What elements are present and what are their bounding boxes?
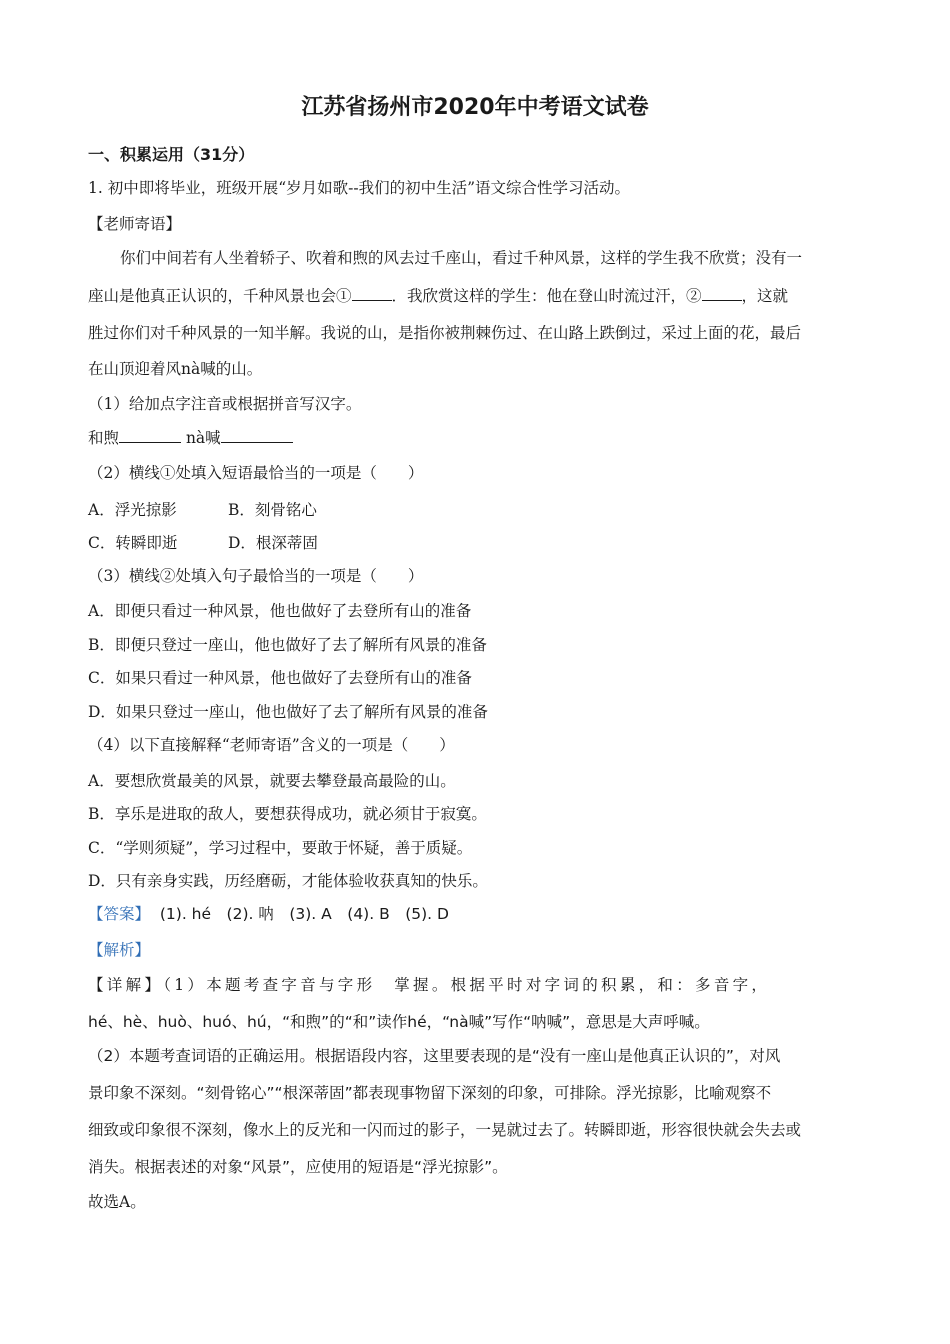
option-3a: A．即便只看过一种风景，他也做好了去登所有山的准备 (88, 602, 472, 620)
sub-question-2: （2）横线①处填入短语最恰当的一项是（ ） (88, 464, 424, 482)
passage-line-1: 你们中间若有人坐着轿子、吹着和煦的风去过千座山，看过千种风景，这样的学生我不欣赏；没有一 (120, 249, 803, 267)
option-4c: C．“学则须疑”，学习过程中，要敢于怀疑，善于质疑。 (88, 839, 473, 857)
teacher-message-tag: 【老师寄语】 (88, 215, 182, 233)
sub-question-1-items (88, 428, 293, 448)
detail-line-4: 景印象不深刻。“刻骨铭心”“根深蒂固”都表现事物留下深刻的印象，可排除。浮光掠影，比喻观察不 (88, 1084, 772, 1102)
detail-line-2: hé、hè、huò、huó、hú，“和煦”的“和”读作hé，“nà喊”写作“呐喊”，意思是大声呼喊。 (88, 1013, 710, 1031)
passage-line-2-part-a: 座山是他真正认识的，千种风景也会① (88, 287, 352, 305)
sub-question-3: （3）横线②处填入句子最恰当的一项是（ ） (88, 567, 424, 585)
option-3d: D．如果只登过一座山，他也做好了去了解所有风景的准备 (88, 703, 488, 721)
item-nahan: nà喊 (185, 429, 221, 447)
passage-line-2-part-c: ，这就 (741, 287, 789, 305)
option-2d: D．根深蒂固 (228, 534, 318, 552)
passage-line-2 (88, 286, 788, 306)
sub-question-1: （1）给加点字注音或根据拼音写汉字。 (88, 395, 362, 413)
detail-line-3: （2）本题考查词语的正确运用。根据语段内容，这里要表现的是“没有一座山是他真正认识的”，对风 (88, 1047, 781, 1065)
option-3b: B．即便只登过一座山，他也做好了去了解所有风景的准备 (88, 636, 487, 654)
passage-line-4: 在山顶迎着风nà喊的山。 (88, 360, 263, 378)
option-4a: A．要想欣赏最美的风景，就要去攀登最高最险的山。 (88, 772, 456, 790)
option-2c: C．转瞬即逝 (88, 534, 178, 552)
sub-question-2-options-row-1 (88, 500, 488, 520)
passage-line-2-part-b: ．我欣赏这样的学生：他在登山时流过汗，② (391, 287, 702, 305)
answer-line (88, 904, 449, 924)
blank-2 (702, 286, 742, 301)
passage-line-3: 胜过你们对千种风景的一知半解。我说的山，是指你被荆棘伤过、在山路上跌倒过，采过上面的花，最后 (88, 324, 802, 342)
item-hexu: 和煦 (88, 429, 120, 447)
option-2a: A．浮光掠影 (88, 501, 177, 519)
detail-line-5: 细致或印象很不深刻，像水上的反光和一闪而过的影子，一晃就过去了。转瞬即逝，形容很快就会失去或 (88, 1121, 802, 1139)
detail-line-7: 故选A。 (88, 1193, 146, 1211)
detail-line-6: 消失。根据表述的对象“风景”，应使用的短语是“浮光掠影”。 (88, 1158, 508, 1176)
blank-nahan (221, 428, 293, 443)
option-3c: C．如果只看过一种风景，他也做好了去登所有山的准备 (88, 669, 472, 687)
option-4b: B．享乐是进取的敌人，要想获得成功，就必须甘于寂寞。 (88, 805, 487, 823)
section-heading: 一、积累运用（31分） (88, 145, 255, 164)
option-4d: D．只有亲身实践，历经磨砺，才能体验收获真知的快乐。 (88, 872, 488, 890)
blank-1 (352, 286, 392, 301)
page-title: 江苏省扬州市2020年中考语文试卷 (301, 95, 649, 120)
blank-hexu (119, 428, 181, 443)
analysis-tag: 【解析】 (88, 941, 151, 959)
question-1-stem: 1. 初中即将毕业，班级开展“岁月如歌--我们的初中生活”语文综合性学习活动。 (88, 179, 631, 197)
detail-line-1: 【详解】（1）本题考查字音与字形 掌握。根据平时对字词的积累，和：多音字， (88, 976, 771, 994)
answer-tag: 【答案】 (88, 905, 151, 923)
answer-text: (1). hé (2). 呐 (3). A (4). B (5). D (159, 905, 449, 923)
sub-question-2-options-row-2 (88, 533, 488, 553)
option-2b: B．刻骨铭心 (228, 501, 317, 519)
sub-question-4: （4）以下直接解释“老师寄语”含义的一项是（ ） (88, 736, 455, 754)
